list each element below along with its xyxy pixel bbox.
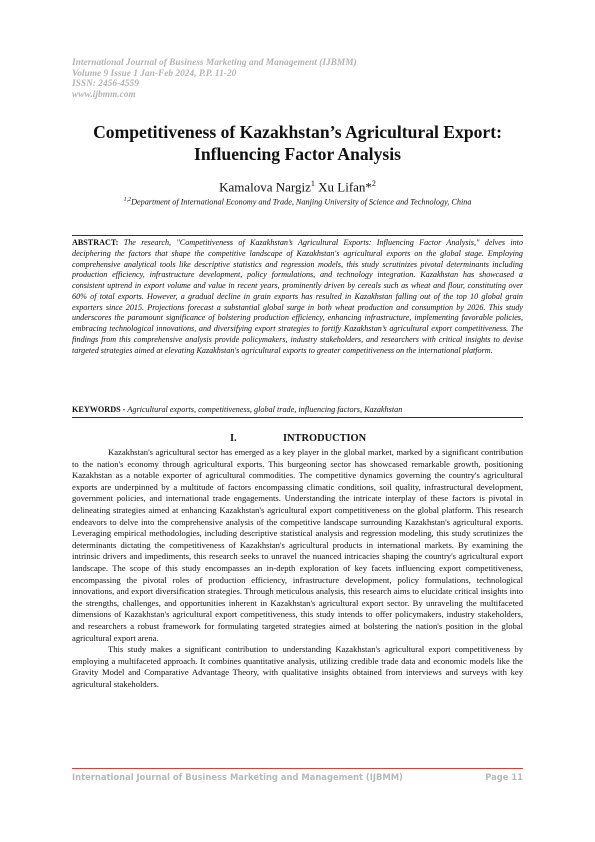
body-text bbox=[72, 447, 523, 690]
author-list bbox=[60, 176, 535, 194]
author-2-affiliation-mark: 2 bbox=[371, 179, 376, 188]
abstract-label: ABSTRACT: bbox=[72, 238, 119, 247]
abstract-bottom-divider bbox=[72, 417, 523, 418]
author-1-affiliation-mark: 1 bbox=[310, 179, 315, 188]
footer-journal-name: International Journal of Business Marketing and Management (IJBMM) bbox=[72, 772, 403, 782]
paper-title bbox=[60, 121, 535, 165]
journal-name: International Journal of Business Marketing and Management (IJBMM) bbox=[72, 58, 357, 68]
paragraph: This study makes a significant contribution to understanding Kazakhstan's agricultural export competitiveness by employing a multifaceted approach. It combines quantitative analysis, utilizing credible trade data and economic models like the Gravity Model and Comparative Advantage Theory, with qualitative insights obtained from interviews and surveys with key agricultural stakeholders. bbox=[72, 644, 523, 689]
footer-divider bbox=[72, 768, 523, 769]
affiliation bbox=[60, 195, 535, 208]
abstract-top-divider bbox=[72, 235, 523, 236]
author-2: Xu Lifan* bbox=[314, 179, 372, 195]
section-title: INTRODUCTION bbox=[283, 433, 367, 444]
keywords-label: KEYWORDS - bbox=[72, 405, 126, 414]
issn: ISSN: 2456-4559 bbox=[72, 79, 139, 90]
website-link[interactable]: www.ijbmm.com bbox=[72, 89, 136, 100]
title-line-2: Influencing Factor Analysis bbox=[194, 144, 401, 164]
title-line-1: Competitiveness of Kazakhstan’s Agricultural Export: bbox=[93, 122, 502, 142]
abstract-text: The research, "Competitiveness of Kazakhstan’s Agricultural Exports: Influencing Factor Analysis," delves into deciphering the factors that shape the competitive landscape of Kazakhstan's agricultural exports on the global stage. Employing comprehensive analytical tools like descriptive statistics and regression models, this study scrutinizes pivotal determinants including production efficiency, infrastructure development, policy formulations, and technology integration. Kazakhstan has showcased a consistent uptrend in export volume and value in recent years, prominently driven by cereals such as wheat and flour, constituting over 60% of total exports. However, a gradual decline in grain exports has resulted in Kazakhstan falling out of the top 10 global grain exporters since 2015. Projections forecast a substantial global surge in both wheat production and consumption by 2026. This study underscores the paramount significance of bolstering production efficiency, enhancing infrastructure, implementing favorable policies, embracing technological innovations, and diversifying export strategies to fortify Kazakhstan’s agricultural export competitiveness. The findings from this comprehensive analysis provide policymakers, industry stakeholders, and researchers with critical insights to devise targeted strategies aimed at elevating Kazakhstan's agricultural exports to greater competitiveness on the international platform. bbox=[72, 238, 523, 355]
volume-issue: Volume 9 Issue 1 Jan-Feb 2024, P.P. 11-20 bbox=[72, 68, 237, 79]
abstract bbox=[72, 238, 523, 356]
affiliation-text: Department of International Economy and Trade, Nanjing University of Science and Technology, China bbox=[131, 197, 472, 207]
author-1: Kamalova Nargiz bbox=[219, 179, 311, 195]
keywords bbox=[72, 404, 523, 415]
affiliation-mark: 1,2 bbox=[123, 197, 132, 203]
section-number: I. bbox=[230, 433, 237, 444]
paragraph: Kazakhstan's agricultural sector has emerged as a key player in the global market, marked by a significant contribution to the nation's economy through agricultural exports. This burgeoning sector has showcased remarkable growth, positioning Kazakhstan as a notable exporter of agricultural commodities. The competitive dynamics governing the country's agricultural exports are underpinned by a multitude of factors encompassing climatic conditions, soil quality, infrastructural development, government policies, and international trade engagements. Understanding the intricate interplay of these factors is pivotal in delineating strategies aimed at enhancing Kazakhstan's agricultural export competitiveness on the global platform. This research endeavors to delve into the comprehensive analysis of the competitive landscape surrounding Kazakhstan's agricultural exports. Leveraging empirical methodologies, including descriptive statistical analysis and regression modeling, this study scrutinizes the determinants dictating the competitiveness of Kazakhstan's agricultural products in international markets. By examining the intrinsic drivers and impediments, this research seeks to unravel the nuanced intricacies shaping the country's agricultural export landscape. The scope of this study encompasses an in-depth exploration of key facets influencing export competitiveness, encompassing the pivotal roles of production efficiency, infrastructure development, policy formulations, technological innovations, and export diversification strategies. Through meticulous analysis, this research aims to elucidate critical insights into the strengths, challenges, and opportunities inherent in Kazakhstan's agricultural export sector. By unraveling the multifaceted dimensions of Kazakhstan's agricultural export competitiveness, this study intends to offer policymakers, industry stakeholders, and researchers a robust framework for formulating targeted strategies aimed at bolstering the nation's position in the global agricultural export arena. bbox=[72, 447, 523, 643]
page-number: Page 11 bbox=[485, 772, 523, 782]
keywords-text: Agricultural exports, competitiveness, global trade, influencing factors, Kazakhstan bbox=[125, 405, 403, 414]
journal-header bbox=[72, 58, 532, 100]
